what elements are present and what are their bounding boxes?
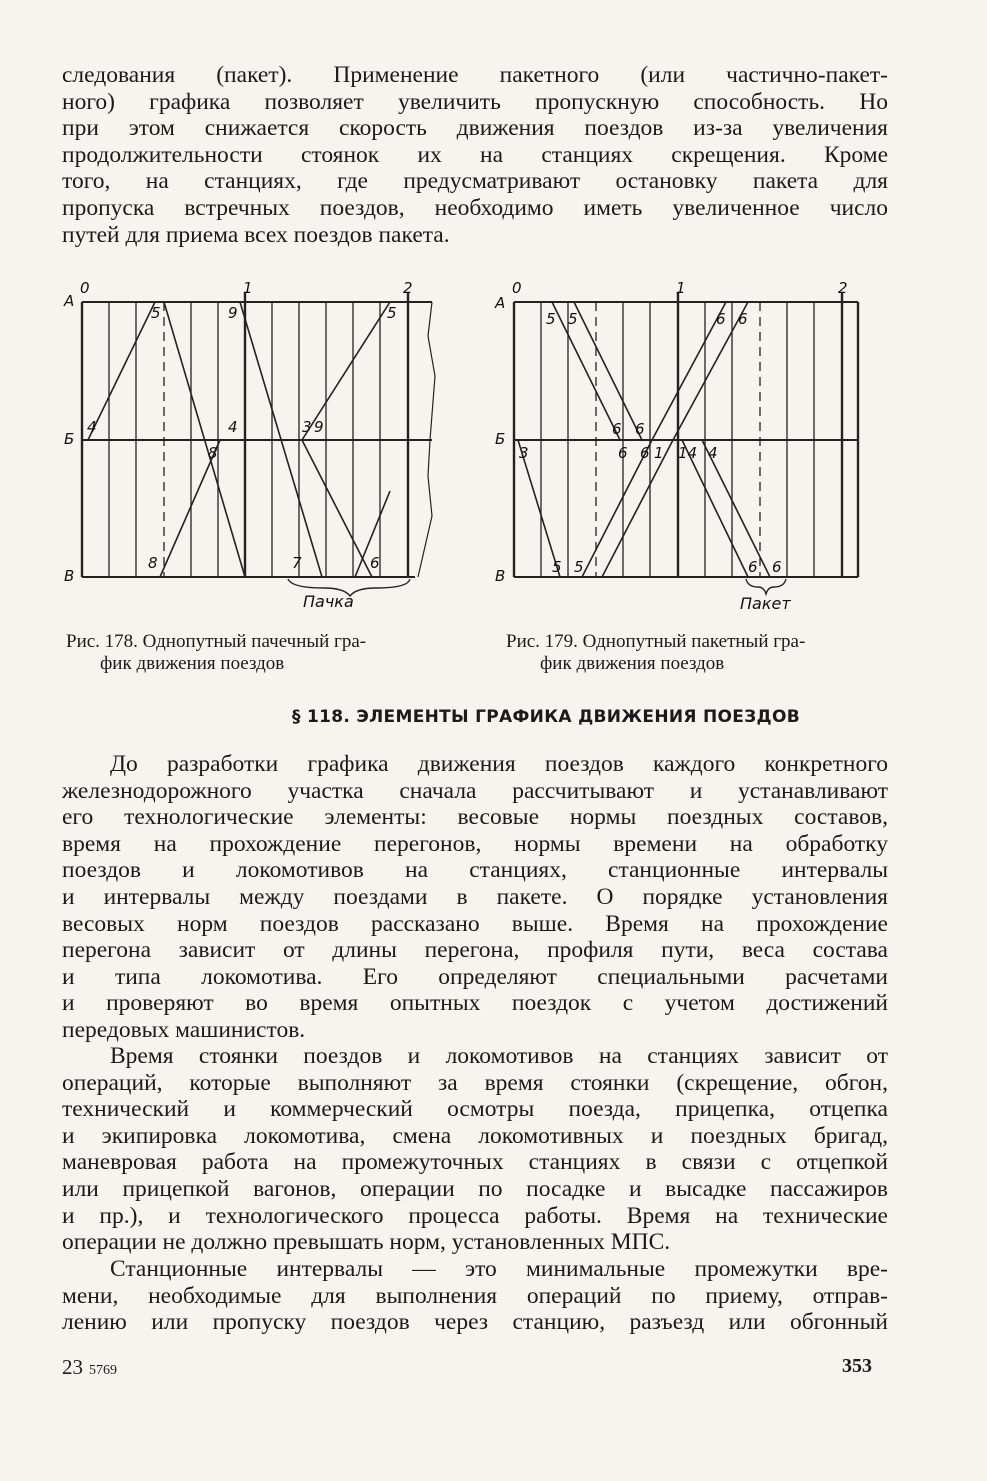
train-label: 5 — [568, 310, 578, 328]
caption-line: фик движения поездов — [100, 653, 285, 674]
train-label: 6 — [748, 558, 758, 576]
text-line: и проверяют во время опытных поездок с учетом достижений — [62, 990, 888, 1017]
train-label: 8 — [148, 554, 158, 572]
train-label: 4 — [87, 418, 97, 436]
text-line: Время стоянки поездов и локомотивов на станциях зависит от — [110, 1043, 888, 1069]
text-line: лению или пропуску поездов через станцию, разъезд или обгонный — [62, 1309, 888, 1336]
train-label: 4 — [228, 418, 238, 436]
station-v-label: В — [64, 567, 75, 585]
figure-179-caption — [506, 631, 805, 675]
text-line: продолжительности стоянок их на станциях скрещения. Кроме — [62, 141, 888, 168]
station-b-label: Б — [64, 430, 75, 448]
paragraph-1 — [62, 751, 888, 1044]
text-line: и экипировка локомотива, смена локомотивных и поездных бригад, — [62, 1122, 888, 1149]
text-line: Станционные интервалы — это минимальные промежутки вре- — [110, 1256, 888, 1282]
train-label: 5 — [574, 558, 584, 576]
train-label: 6 — [612, 420, 622, 438]
train-label: 6 — [772, 558, 782, 576]
figure-179 — [490, 276, 875, 616]
hour-label: 1 — [676, 279, 686, 297]
page-number: 353 — [842, 1355, 872, 1377]
train-label: 5 — [387, 304, 397, 322]
hour-label: 2 — [838, 279, 848, 297]
train-label: 6 — [640, 444, 650, 462]
paragraph-3 — [62, 1256, 888, 1336]
train-label: 4 — [708, 444, 718, 462]
train-label: 5 — [546, 310, 556, 328]
train-label: 9 — [314, 418, 324, 436]
train-label: 5 — [151, 304, 161, 322]
train-label: 14 — [678, 444, 698, 462]
paragraph-2 — [62, 1043, 888, 1256]
signature-mark — [62, 1355, 117, 1380]
text-line: путей для приема всех поездов пакета. — [62, 221, 450, 248]
train-label: 8 — [208, 444, 218, 462]
text-line: и пр.), и технологического процесса работы. Время на технические — [62, 1202, 888, 1229]
figure-178-graph — [60, 276, 445, 616]
train-label: 9 — [228, 304, 238, 322]
hour-label: 2 — [403, 279, 413, 297]
text-line: пропуска встречных поездов, необходимо иметь увеличенное число — [62, 194, 888, 221]
text-line: операции не должно превышать норм, установленных МПС. — [62, 1229, 671, 1256]
text-line: и типа локомотива. Его определяют специальными расчетами — [62, 963, 888, 990]
hour-label: 1 — [243, 279, 253, 297]
order-number: 5769 — [89, 1363, 117, 1378]
text-line: весовых норм поездов рассказано выше. Время на прохождение — [62, 910, 888, 937]
caption-line: фик движения поездов — [540, 653, 725, 674]
figure-179-graph — [490, 276, 875, 616]
text-line: того, на станциях, где предусматривают остановку пакета для — [62, 168, 888, 195]
text-line: ного) графика позволяет увеличить пропускную способность. Но — [62, 88, 888, 115]
caption-line: Рис. 178. Однопутный пачечный гра- — [66, 631, 367, 652]
train-label: 6 — [370, 554, 380, 572]
text-line: операций, которые выполняют за время стоянки (скрещение, обгон, — [62, 1069, 888, 1096]
train-label: 5 — [552, 558, 562, 576]
train-label: 1 — [654, 444, 664, 462]
station-a-label: А — [64, 292, 75, 310]
train-label: 3 — [302, 418, 312, 436]
train-label: 6 — [635, 420, 645, 438]
train-label: 3 — [519, 444, 529, 462]
text-line: перегона зависит от длины перегона, профиля пути, веса состава — [62, 937, 888, 964]
train-label: 7 — [292, 554, 302, 572]
train-label: 6 — [738, 310, 748, 328]
station-a-label: А — [495, 294, 506, 312]
text-line: мени, необходимые для выполнения операций по приему, отправ- — [62, 1282, 888, 1309]
hour-label: 0 — [80, 279, 90, 297]
text-line: его технологические элементы: весовые нормы поездных составов, — [62, 804, 888, 831]
train-label: 6 — [618, 444, 628, 462]
caption-line: Рис. 179. Однопутный пакетный гра- — [506, 631, 806, 652]
hour-label: 0 — [512, 279, 522, 297]
figure-178 — [60, 276, 445, 616]
station-v-label: В — [495, 567, 506, 585]
bracket-label: Пачка — [303, 592, 354, 611]
text-line: и интервалы между поездами в пакете. О порядке установления — [62, 883, 888, 910]
figure-178-caption — [66, 631, 366, 675]
text-line: или прицепкой вагонов, операции по посадке и высадке пассажиров — [62, 1175, 888, 1202]
text-line: железнодорожного участка сначала рассчитывают и устанавливают — [62, 777, 888, 804]
signature-number: 23 — [62, 1355, 83, 1379]
text-line: следования (пакет). Применение пакетного (или частично-пакет- — [62, 62, 888, 88]
text-line: время на прохождение перегонов, нормы времени на обработку — [62, 830, 888, 857]
station-b-label: Б — [495, 430, 506, 448]
text-line: До разработки графика движения поездов каждого конкретного — [110, 751, 888, 777]
train-label: 6 — [716, 310, 726, 328]
text-line: технический и коммерческий осмотры поезда, прицепка, отцепка — [62, 1096, 888, 1123]
intro-paragraph — [62, 62, 888, 248]
text-line: поездов и локомотивов на станциях, станционные интервалы — [62, 857, 888, 884]
text-line: маневровая работа на промежуточных станциях в связи с отцепкой — [62, 1149, 888, 1176]
text-line: при этом снижается скорость движения поездов из-за увеличения — [62, 115, 888, 142]
section-heading: § 118. ЭЛЕМЕНТЫ ГРАФИКА ДВИЖЕНИЯ ПОЕЗДОВ — [291, 707, 800, 727]
bracket-label: Пакет — [740, 594, 791, 613]
text-line: передовых машинистов. — [62, 1016, 306, 1043]
